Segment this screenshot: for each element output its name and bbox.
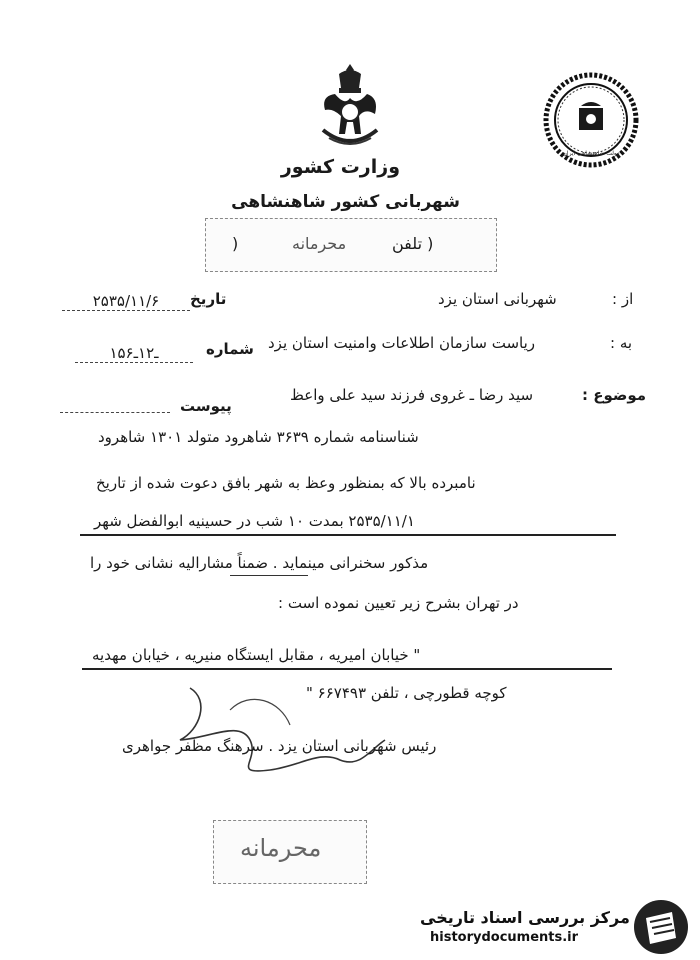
- body-line-1: شناسنامه شماره ۳۶۳۹ شاهرود متولد ۱۳۰۱ شاهرود: [98, 428, 419, 446]
- bottom-stamp: محرمانه: [240, 834, 322, 862]
- underline-mark-6: [82, 668, 612, 670]
- to-label: به :: [610, 334, 633, 352]
- date-label: تاریخ: [190, 290, 227, 308]
- body-line-4: مذکور سخنرانی مینماید . ضمناً مشارالیه نشانی خود را: [90, 554, 429, 572]
- phone-label: ( تلفن: [392, 234, 434, 253]
- to-value: ریاست سازمان اطلاعات وامنیت استان یزد: [268, 334, 536, 352]
- date-value: ۲۵۳۵/۱۱/۶: [62, 292, 190, 311]
- signature-line: رئیس شهربانی استان یزد . سرهنگ مظفر جواهری: [122, 737, 437, 755]
- watermark-logo-icon: [632, 898, 690, 956]
- body-line-3: ۲۵۳۵/۱۱/۱ بمدت ۱۰ شب در حسینیه ابوالفضل شهر: [94, 512, 415, 530]
- number-label: شماره: [206, 340, 254, 358]
- attachment-label: پیوست: [180, 397, 232, 415]
- handwritten-signature: [170, 680, 390, 790]
- department-title: شهربانی کشور شاهنشاهی: [231, 192, 460, 212]
- body-line-6: " خیابان امیریه ، مقابل ایستگاه منیریه ، خیابان مهدیه: [92, 646, 421, 664]
- body-line-7: کوچه قطورچی ، تلفن ۶۶۷۴۹۳ ": [306, 684, 507, 702]
- number-value: ۱ـ۱۲ـ۵۶: [75, 344, 193, 363]
- from-value: شهربانی استان یزد: [438, 290, 557, 308]
- phone-box: [205, 218, 497, 272]
- underline-mark-4: [230, 575, 308, 576]
- body-line-2: نامبرده بالا که بمنظور وعظ به شهر بافق دعوت شده از تاریخ: [96, 474, 476, 492]
- subject-value: سید رضا ـ غروی فرزند سید علی واعظ: [290, 386, 534, 404]
- watermark-url: historydocuments.ir: [430, 930, 579, 945]
- subject-label: موضوع :: [582, 386, 647, 404]
- phone-stamp: محرمانه: [292, 234, 347, 253]
- attachment-line: [60, 412, 170, 413]
- ministry-title: وزارت کشور: [280, 156, 400, 178]
- phone-close: ): [232, 234, 239, 253]
- watermark-title: مرکز بررسی اسناد تاریخی: [420, 908, 630, 927]
- body-line-5: در تهران بشرح زیر تعیین نموده است :: [278, 594, 519, 612]
- seal-text: دولت شاهنشاهی ایران: [562, 150, 620, 157]
- underline-mark-3: [80, 534, 616, 536]
- from-label: از :: [612, 290, 634, 308]
- crown-lion-emblem: [315, 60, 385, 152]
